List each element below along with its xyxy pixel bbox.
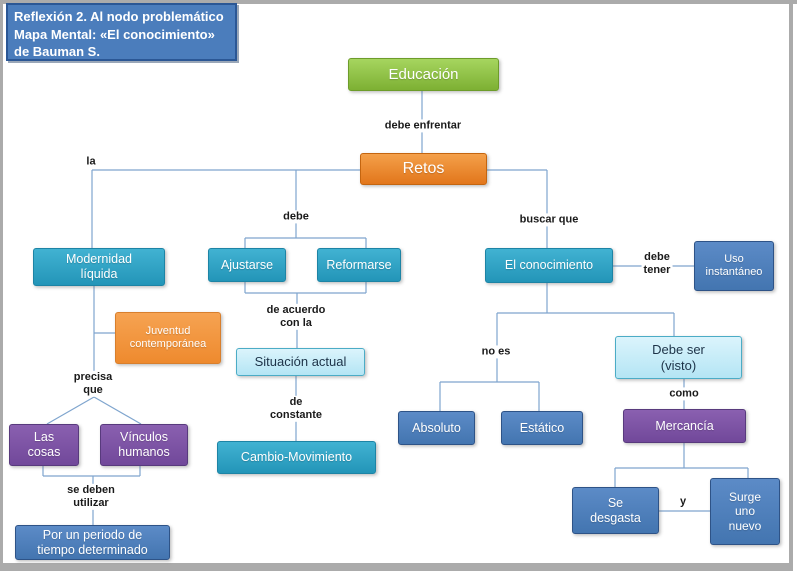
node-label-line: Cambio-Movimiento [240,450,353,465]
node-label-line: Juventud [145,325,191,338]
edge-label-line: constante [270,409,322,421]
node-label-line: (visto) [660,357,697,373]
edge-label-line: debe enfrentar [384,119,462,132]
node-label-line: Retos [402,159,445,177]
node-label-line: Las [33,430,55,445]
edge-label-line: utilizar [73,497,109,509]
node-label-line: líquida [80,267,118,281]
edge-label-line: debe [283,210,309,223]
edge-label-line: de acuerdo [266,303,326,316]
edge-label-line: se deben [67,483,115,496]
edge-label-line: de [289,395,303,408]
edge-label-line: como [669,387,699,400]
node-label-line: uno [734,504,756,519]
node-label-line: tiempo determinado [37,542,148,557]
edge-label-line: debe [644,250,670,263]
node-label-line: Mercancía [655,418,714,433]
node-label-line: Estático [519,420,565,435]
node-label-line: Surge [728,490,762,505]
node-label-line: El conocimiento [504,258,594,273]
node-label-line: Educación [388,65,459,83]
edge-label-line: con la [280,317,312,329]
title-line-1: Reflexión 2. Al nodo problemático [14,9,224,24]
node-label-line: Modernidad [65,252,132,267]
title-line-2: Mapa Mental: «El conocimiento» [14,26,215,42]
title-line-3: de Bauman S. [14,44,100,60]
edge-label-line: tener [643,264,671,276]
node-label-line: Absoluto [412,420,461,435]
node-label-line: Situación actual [254,354,347,370]
edge-label-line: precisa [73,370,113,383]
edge-label-line: que [83,384,103,396]
title-box [6,3,237,61]
node-label-line: desgasta [590,510,641,525]
node-label-line: Vínculos [120,430,168,445]
connector-line [47,397,94,424]
edge-label-line: y [679,495,687,508]
node-label-line: contemporánea [129,338,207,350]
edge-label-line: buscar que [519,213,579,226]
node-label-line: Se [607,495,624,510]
node-label-line: Uso [724,253,744,266]
node-label-line: humanos [118,445,170,459]
node-label-line: Debe ser [652,342,705,358]
connector-line [94,397,141,424]
node-label-line: instantáneo [705,266,763,278]
edge-label-line: la [86,155,96,168]
node-label-line: cosas [27,445,61,459]
node-label-line: Por un periodo de [42,527,143,542]
node-label-line: Reformarse [326,257,392,272]
edge-label-line: no es [481,345,511,358]
node-label-line: Ajustarse [220,257,274,272]
node-label-line: nuevo [728,518,762,533]
